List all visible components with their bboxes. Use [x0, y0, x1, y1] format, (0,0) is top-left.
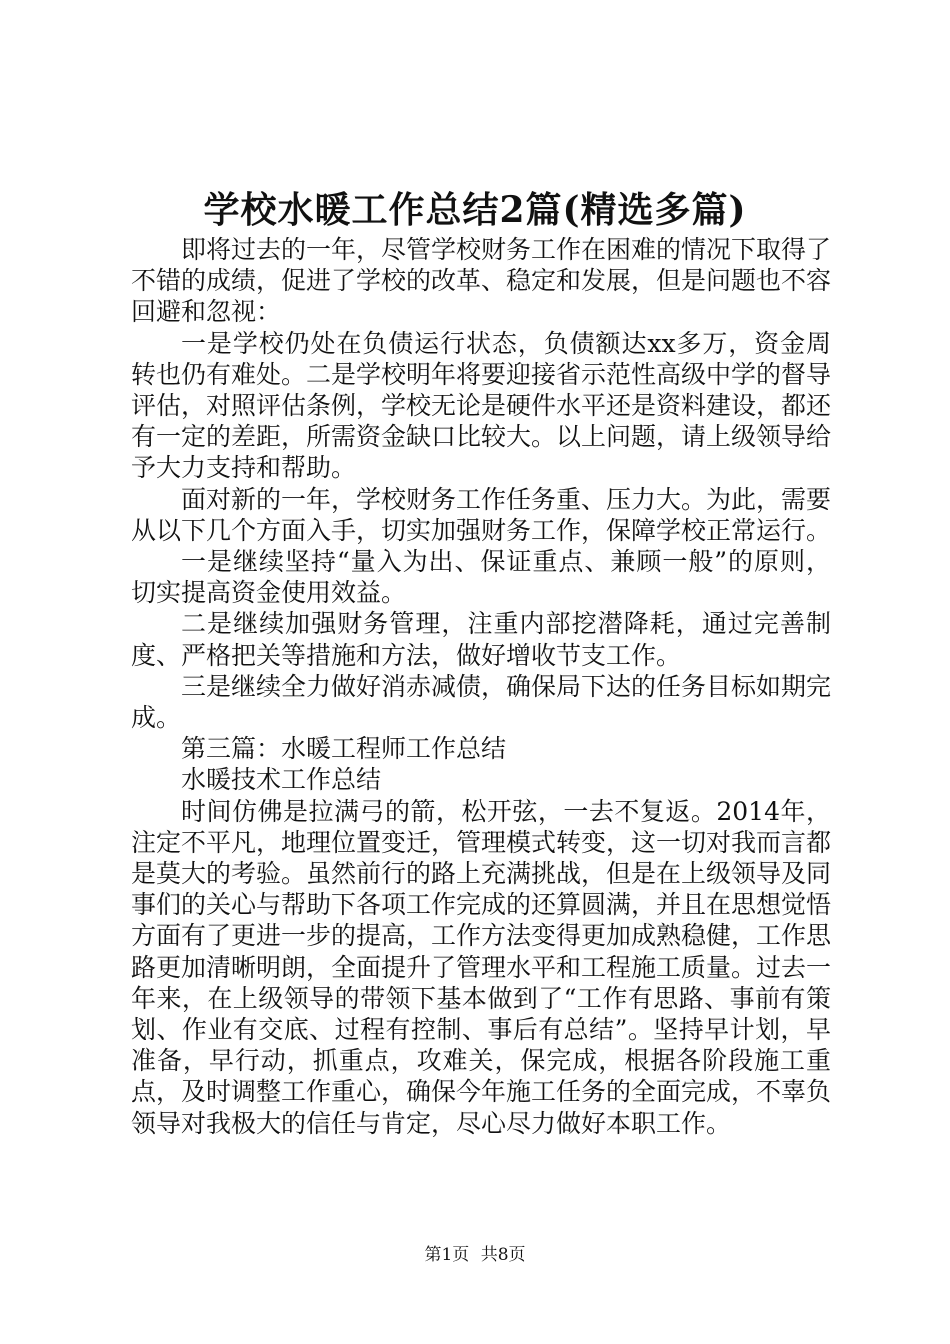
paragraph-6: 三是继续全力做好消赤减债，确保局下达的任务目标如期完成。	[131, 671, 832, 733]
page-total: 共8页	[480, 1245, 526, 1265]
paragraph-2: 一是学校仍处在负债运行状态，负债额达xx多万，资金周转也仍有难处。二是学校明年将要迎接省示范性高级中学的督导评估，对照评估条例，学校无论是硬件水平还是资料建设，都还有一定的差距，所需资金缺口比较大。以上问题，请上级领导给予大力支持和帮助。	[131, 328, 832, 483]
paragraph-3: 面对新的一年，学校财务工作任务重、压力大。为此，需要从以下几个方面入手，切实加强财务工作，保障学校正常运行。	[131, 484, 832, 545]
paragraph-4: 一是继续坚持“量入为出、保证重点、兼顾一般”的原则，切实提高资金使用效益。	[131, 547, 831, 608]
paragraph-5: 二是继续加强财务管理，注重内部挖潜降耗，通过完善制度、严格把关等措施和方法，做好增收节支工作。	[131, 609, 831, 670]
paragraph-1: 即将过去的一年，尽管学校财务工作在困难的情况下取得了不错的成绩，促进了学校的改革、稳定和发展，但是问题也不容回避和忽视：	[131, 235, 832, 327]
page-number: 第1页	[424, 1245, 470, 1265]
document-title: 学校水暖工作总结2篇(精选多篇)	[203, 189, 747, 231]
document-body	[131, 234, 831, 1139]
subsection-heading: 水暖技术工作总结	[181, 765, 382, 795]
paragraph-7: 时间仿佛是拉满弓的箭，松开弦，一去不复返。2014年，注定不平凡，地理位置变迁，管理模式转变，这一切对我而言都是莫大的考验。虽然前行的路上充满挑战，但是在上级领导及同事们的关心与帮助下各项工作完成的还算圆满，并且在思想觉悟方面有了更进一步的提高，工作方法变得更加成熟稳健，工作思路更加清晰明朗，全面提升了管理水平和工程施工质量。过去一年来，在上级领导的带领下基本做到了“工作有思路、事前有策划、作业有交底、过程有控制、事后有总结”。坚持早计划，早准备，早行动，抓重点，攻难关，保完成，根据各阶段施工重点，及时调整工作重心，确保今年施工任务的全面完成，不辜负领导对我极大的信任与肯定，尽心尽力做好本职工作。	[131, 796, 832, 1138]
page-footer	[0, 1243, 950, 1267]
section-heading: 第三篇：水暖工程师工作总结	[181, 734, 507, 764]
